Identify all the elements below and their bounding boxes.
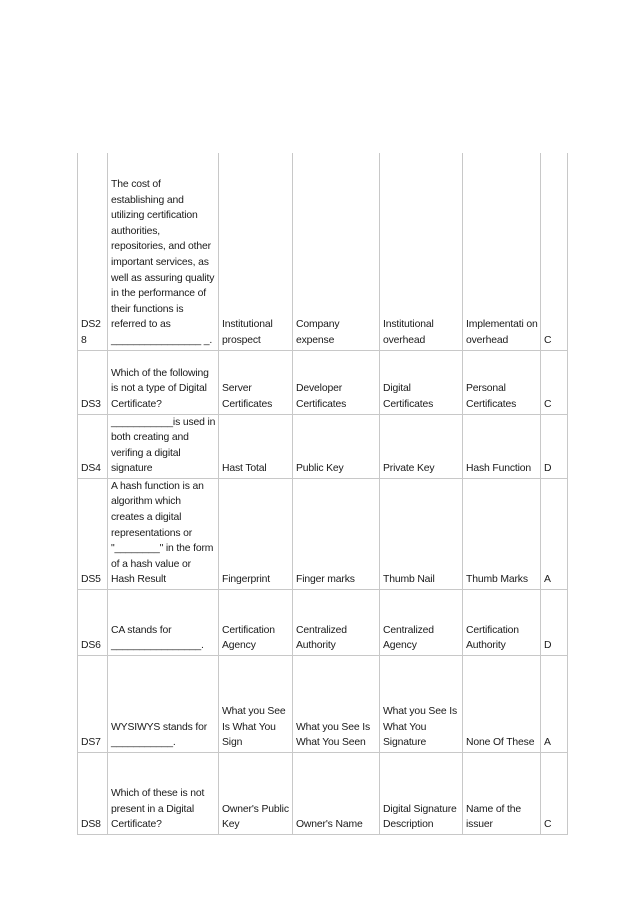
answer-key: A — [541, 478, 568, 589]
option-a: Certification Agency — [219, 590, 293, 656]
option-a: Server Certificates — [219, 350, 293, 414]
option-b: Centralized Authority — [293, 590, 380, 656]
option-d: Implementati on overhead — [463, 153, 541, 350]
table-row — [78, 656, 568, 753]
answer-key: C — [541, 753, 568, 835]
option-c: Digital Signature Description — [380, 753, 463, 835]
answer-key: D — [541, 590, 568, 656]
question-text: The cost of establishing and utilizing certification authorities, repositories, and other important services, as well as assuring quality in the performance of their functions is referred to as ________________ _. — [108, 153, 219, 350]
table-row — [78, 153, 568, 350]
option-d: Certification Authority — [463, 590, 541, 656]
question-text: Which of these is not present in a Digital Certificate? — [108, 753, 219, 835]
option-a: Fingerprint — [219, 478, 293, 589]
table-row — [78, 478, 568, 589]
table-row — [78, 590, 568, 656]
question-id: DS6 — [78, 590, 108, 656]
option-c: Private Key — [380, 414, 463, 478]
option-c: Centralized Agency — [380, 590, 463, 656]
option-c: Thumb Nail — [380, 478, 463, 589]
option-d: Personal Certificates — [463, 350, 541, 414]
question-id: DS5 — [78, 478, 108, 589]
option-a: Owner's Public Key — [219, 753, 293, 835]
option-b: Public Key — [293, 414, 380, 478]
option-a: What you See Is What You Sign — [219, 656, 293, 753]
option-b: Owner's Name — [293, 753, 380, 835]
option-a: Institutional prospect — [219, 153, 293, 350]
option-d: Thumb Marks — [463, 478, 541, 589]
question-text: ___________is used in both creating and verifing a digital signature — [108, 414, 219, 478]
option-c: Digital Certificates — [380, 350, 463, 414]
option-d: Hash Function — [463, 414, 541, 478]
question-table — [77, 153, 568, 835]
question-text: Which of the following is not a type of Digital Certificate? — [108, 350, 219, 414]
answer-key: C — [541, 153, 568, 350]
table-row — [78, 414, 568, 478]
option-b: Company expense — [293, 153, 380, 350]
answer-key: A — [541, 656, 568, 753]
question-text: CA stands for ________________. — [108, 590, 219, 656]
question-id: DS7 — [78, 656, 108, 753]
option-c: Institutional overhead — [380, 153, 463, 350]
question-id: DS3 — [78, 350, 108, 414]
option-c: What you See Is What You Signature — [380, 656, 463, 753]
option-d: None Of These — [463, 656, 541, 753]
option-d: Name of the issuer — [463, 753, 541, 835]
question-id: DS4 — [78, 414, 108, 478]
table-row — [78, 753, 568, 835]
question-text: A hash function is an algorithm which creates a digital representations or "________" in the form of a hash value or Hash Result — [108, 478, 219, 589]
option-a: Hast Total — [219, 414, 293, 478]
question-id: DS2 8 — [78, 153, 108, 350]
question-text: WYSIWYS stands for ___________. — [108, 656, 219, 753]
question-id: DS8 — [78, 753, 108, 835]
option-b: Finger marks — [293, 478, 380, 589]
option-b: What you See Is What You Seen — [293, 656, 380, 753]
table-row — [78, 350, 568, 414]
answer-key: D — [541, 414, 568, 478]
answer-key: C — [541, 350, 568, 414]
option-b: Developer Certificates — [293, 350, 380, 414]
